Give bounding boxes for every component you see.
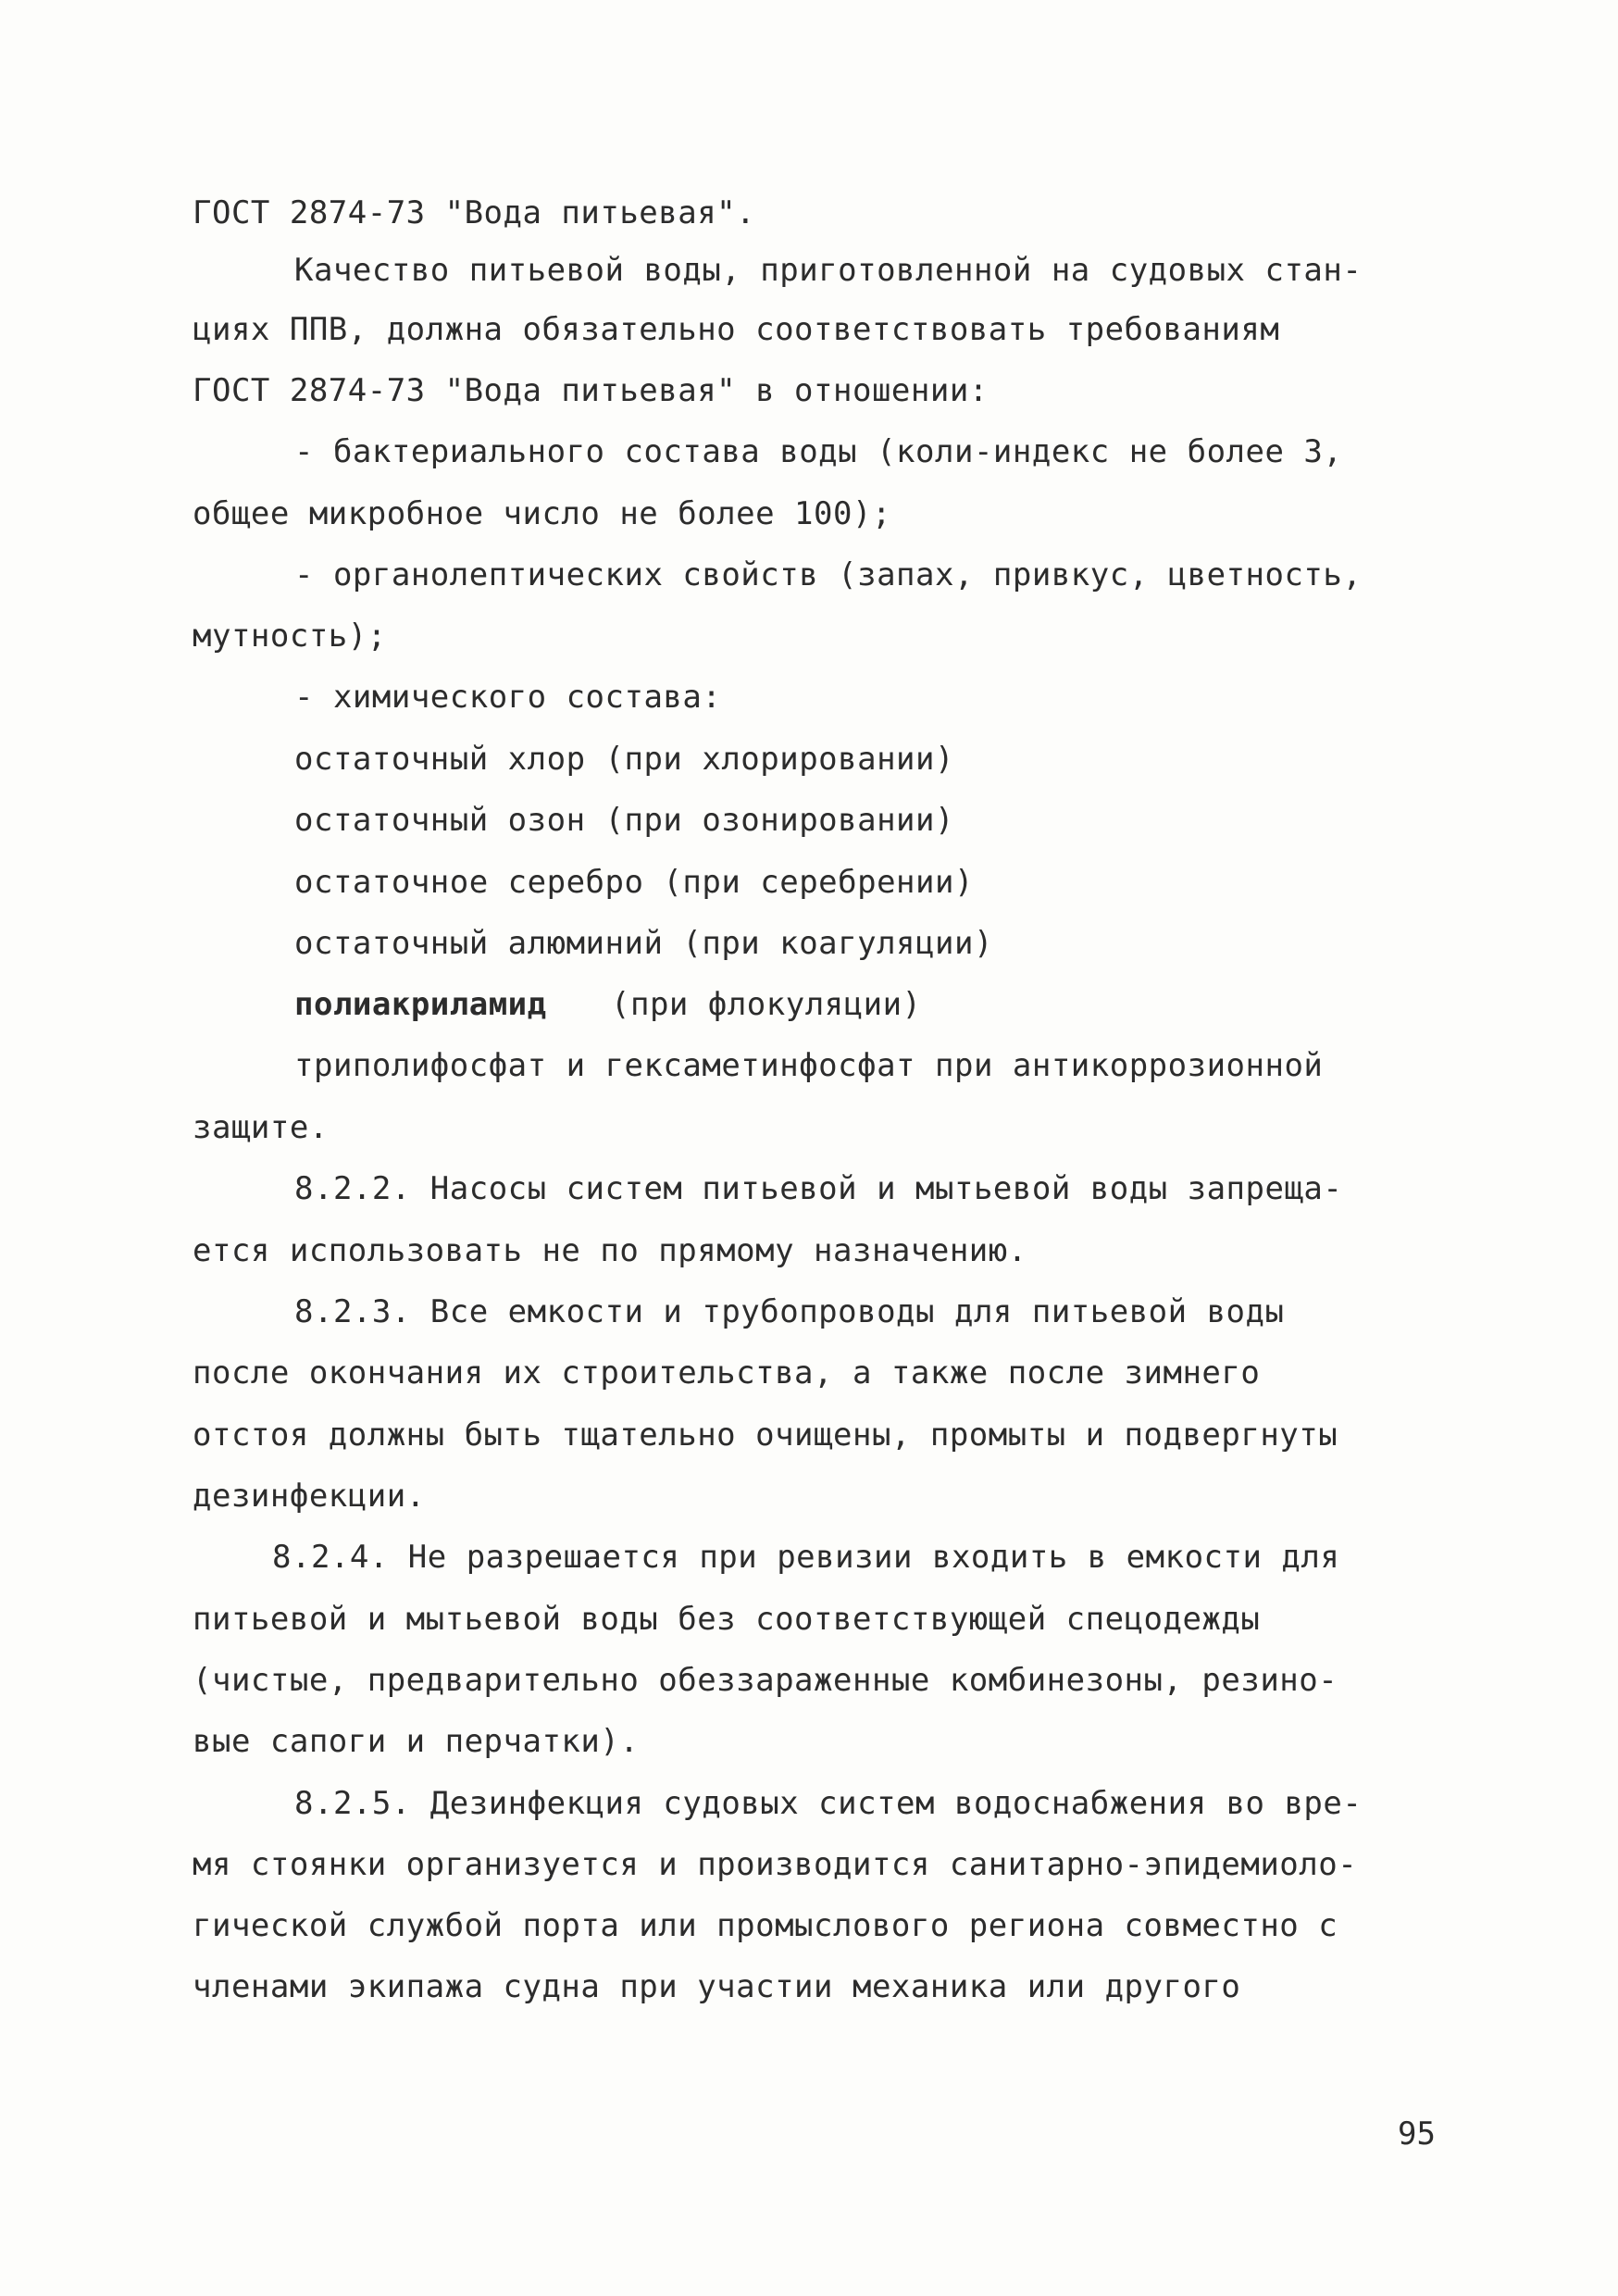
text-line: 8.2.4. Не разрешается при ревизии входить в емкости для — [272, 1539, 1340, 1576]
text-line: дезинфекции. — [193, 1478, 426, 1515]
text-line: 8.2.3. Все емкости и трубопроводы для питьевой воды — [294, 1293, 1285, 1330]
text-line: циях ППВ, должна обязательно соответствовать требованиям — [193, 311, 1280, 348]
text-line: мя стоянки организуется и производится санитарно-эпидемиоло- — [193, 1846, 1358, 1883]
text-line: мутность); — [193, 618, 387, 655]
text-line: остаточное серебро (при серебрении) — [294, 864, 974, 901]
text-line: (чистые, предварительно обеззараженные комбинезоны, резино- — [193, 1662, 1338, 1699]
text-line: - бактериального состава воды (коли-индекс не более 3, — [294, 433, 1343, 470]
text-line: остаточный озон (при озонировании) — [294, 802, 954, 839]
text-line: ется использовать не по прямому назначению. — [193, 1232, 1027, 1269]
text-line: отстоя должны быть тщательно очищены, промыты и подвергнуты — [193, 1416, 1338, 1454]
text-line: остаточный хлор (при хлорировании) — [294, 741, 954, 778]
text-line: - органолептических свойств (запах, привкус, цветность, — [294, 556, 1363, 593]
text-line: ГОСТ 2874-73 "Вода питьевая". — [193, 194, 756, 231]
text-line: питьевой и мытьевой воды без соответствующей спецодежды — [193, 1601, 1261, 1638]
text-line: защите. — [193, 1109, 329, 1146]
text-line: ГОСТ 2874-73 "Вода питьевая" в отношении: — [193, 372, 989, 409]
page-number: 95 — [1398, 2115, 1436, 2152]
text-line: гической службой порта или промыслового региона совместно с — [193, 1907, 1338, 1944]
text-line: 8.2.2. Насосы систем питьевой и мытьевой воды запреща- — [294, 1170, 1343, 1207]
text-line: полиакриламид — [294, 986, 547, 1023]
text-line: Качество питьевой воды, приготовленной на судовых стан- — [294, 252, 1363, 289]
text-line: (при флокуляции) — [611, 986, 922, 1023]
text-line: после окончания их строительства, а также после зимнего — [193, 1354, 1261, 1391]
text-line: общее микробное число не более 100); — [193, 495, 891, 532]
text-line: 8.2.5. Дезинфекция судовых систем водоснабжения во вре- — [294, 1785, 1363, 1822]
text-line: триполифосфат и гексаметинфосфат при антикоррозионной — [294, 1047, 1324, 1084]
text-line: остаточный алюминий (при коагуляции) — [294, 925, 993, 962]
text-line: членами экипажа судна при участии механика или другого — [193, 1968, 1241, 2005]
text-line: вые сапоги и перчатки). — [193, 1723, 640, 1760]
text-line: - химического состава: — [294, 679, 722, 716]
